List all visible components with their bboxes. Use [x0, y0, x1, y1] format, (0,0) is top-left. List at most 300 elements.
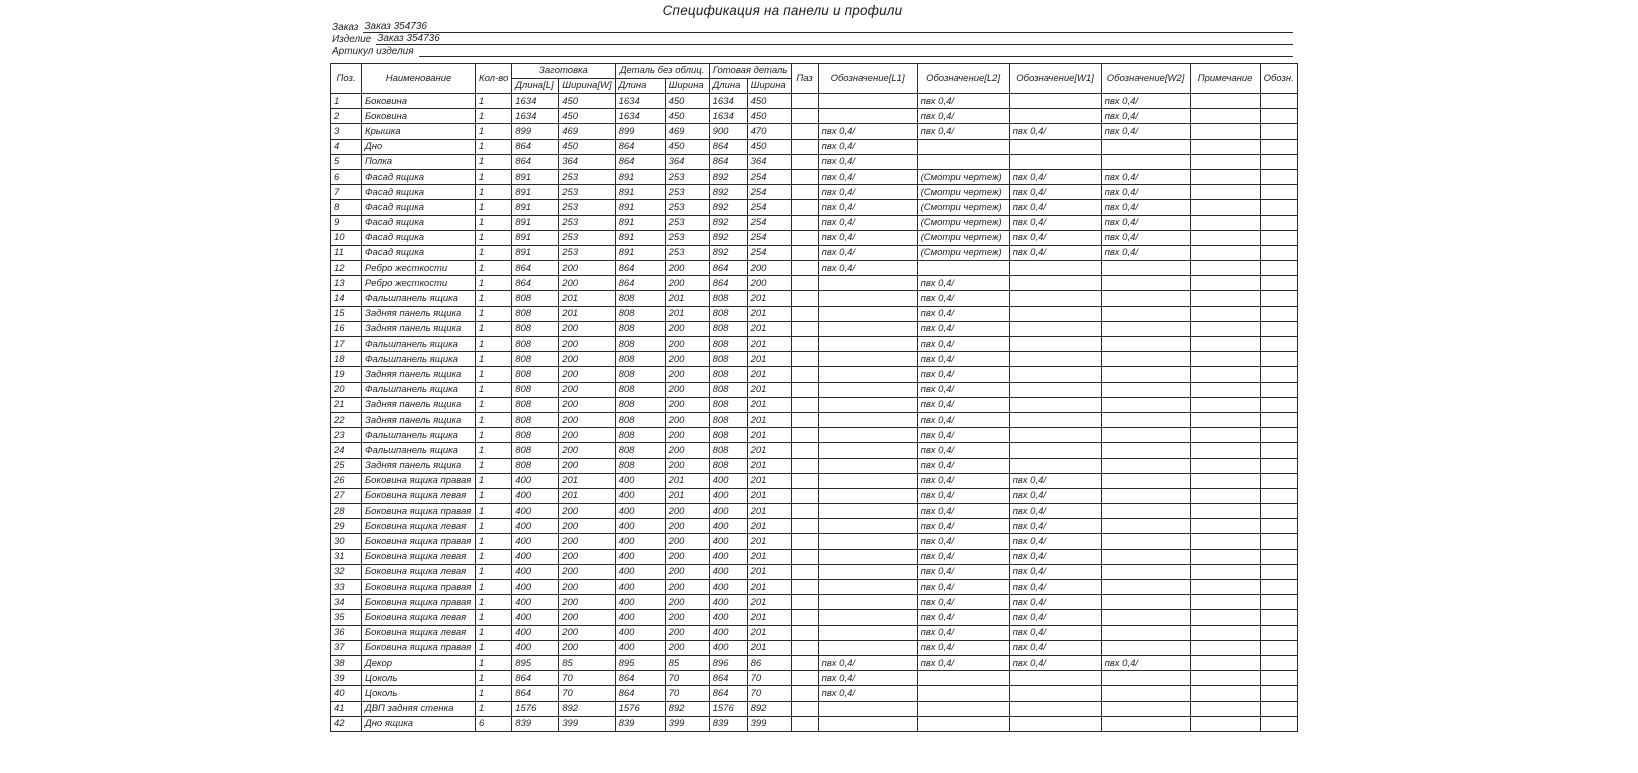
cell-l2: пвх 0,4/ — [917, 549, 1009, 564]
cell-finished-width: 254 — [747, 215, 791, 230]
cell-part-width: 200 — [665, 352, 709, 367]
cell-paz — [791, 640, 818, 655]
cell-designation — [1260, 367, 1297, 382]
cell-w2 — [1101, 580, 1190, 595]
cell-blank-length: 1634 — [512, 109, 559, 124]
cell-name: Боковина ящика правая — [362, 534, 476, 549]
cell-finished-length: 400 — [709, 564, 747, 579]
cell-w1 — [1009, 716, 1101, 731]
cell-finished-width: 892 — [747, 701, 791, 716]
cell-note — [1190, 671, 1260, 686]
cell-finished-length: 864 — [709, 261, 747, 276]
cell-part-width: 253 — [665, 200, 709, 215]
cell-pos: 9 — [331, 215, 362, 230]
cell-paz — [791, 412, 818, 427]
cell-blank-width: 399 — [559, 716, 615, 731]
cell-pos: 16 — [331, 321, 362, 336]
cell-blank-width: 200 — [559, 564, 615, 579]
cell-name: Цоколь — [362, 686, 476, 701]
cell-l2: пвх 0,4/ — [917, 640, 1009, 655]
header-blank-width: Ширина[W] — [559, 79, 615, 94]
cell-designation — [1260, 139, 1297, 154]
cell-finished-width: 201 — [747, 458, 791, 473]
cell-note — [1190, 185, 1260, 200]
cell-l2: (Смотри чертеж) — [917, 200, 1009, 215]
cell-l2: (Смотри чертеж) — [917, 245, 1009, 260]
cell-blank-length: 808 — [512, 428, 559, 443]
cell-part-width: 200 — [665, 321, 709, 336]
cell-part-width: 200 — [665, 625, 709, 640]
cell-designation — [1260, 428, 1297, 443]
cell-name: Фальшпанель ящика — [362, 352, 476, 367]
cell-blank-length: 808 — [512, 382, 559, 397]
cell-note — [1190, 291, 1260, 306]
cell-blank-width: 253 — [559, 230, 615, 245]
cell-part-width: 200 — [665, 367, 709, 382]
cell-pos: 15 — [331, 306, 362, 321]
cell-name: Фальшпанель ящика — [362, 382, 476, 397]
cell-qty: 1 — [476, 504, 512, 519]
table-body — [331, 94, 1298, 732]
cell-qty: 1 — [476, 655, 512, 670]
cell-finished-width: 201 — [747, 473, 791, 488]
cell-w2 — [1101, 610, 1190, 625]
cell-blank-length: 808 — [512, 352, 559, 367]
cell-l1 — [818, 321, 917, 336]
cell-name: Крышка — [362, 124, 476, 139]
order-value: Заказ 354736 — [363, 21, 1293, 33]
cell-l2: (Смотри чертеж) — [917, 185, 1009, 200]
cell-designation — [1260, 109, 1297, 124]
cell-blank-length: 400 — [512, 549, 559, 564]
cell-paz — [791, 276, 818, 291]
cell-l1 — [818, 367, 917, 382]
cell-designation — [1260, 185, 1297, 200]
cell-qty: 1 — [476, 580, 512, 595]
cell-part-width: 469 — [665, 124, 709, 139]
cell-pos: 27 — [331, 488, 362, 503]
cell-w1 — [1009, 306, 1101, 321]
cell-note — [1190, 397, 1260, 412]
cell-blank-width: 201 — [559, 473, 615, 488]
cell-qty: 1 — [476, 473, 512, 488]
table-row — [331, 580, 1298, 595]
cell-note — [1190, 443, 1260, 458]
cell-part-width: 200 — [665, 276, 709, 291]
cell-finished-length: 864 — [709, 671, 747, 686]
cell-part-width: 200 — [665, 428, 709, 443]
cell-l1 — [818, 595, 917, 610]
cell-part-length: 891 — [615, 200, 665, 215]
cell-l1 — [818, 94, 917, 109]
cell-pos: 39 — [331, 671, 362, 686]
cell-l2: пвх 0,4/ — [917, 473, 1009, 488]
cell-blank-length: 400 — [512, 488, 559, 503]
cell-blank-width: 200 — [559, 428, 615, 443]
cell-blank-width: 201 — [559, 488, 615, 503]
cell-designation — [1260, 154, 1297, 169]
cell-finished-width: 201 — [747, 519, 791, 534]
cell-l1: пвх 0,4/ — [818, 261, 917, 276]
cell-w2 — [1101, 139, 1190, 154]
cell-w2: пвх 0,4/ — [1101, 655, 1190, 670]
cell-blank-width: 200 — [559, 276, 615, 291]
cell-note — [1190, 245, 1260, 260]
cell-designation — [1260, 397, 1297, 412]
cell-blank-width: 201 — [559, 306, 615, 321]
cell-part-length: 891 — [615, 230, 665, 245]
header-finished-width: Ширина — [747, 79, 791, 94]
cell-qty: 1 — [476, 610, 512, 625]
cell-pos: 38 — [331, 655, 362, 670]
cell-part-width: 201 — [665, 306, 709, 321]
cell-w2 — [1101, 154, 1190, 169]
cell-name: Фальшпанель ящика — [362, 291, 476, 306]
product-line — [332, 33, 1293, 45]
cell-qty: 1 — [476, 595, 512, 610]
cell-note — [1190, 610, 1260, 625]
cell-w1: пвх 0,4/ — [1009, 640, 1101, 655]
cell-blank-width: 200 — [559, 519, 615, 534]
cell-paz — [791, 686, 818, 701]
cell-part-length: 400 — [615, 534, 665, 549]
table-row — [331, 337, 1298, 352]
cell-blank-width: 253 — [559, 245, 615, 260]
cell-blank-length: 400 — [512, 473, 559, 488]
cell-qty: 1 — [476, 230, 512, 245]
cell-note — [1190, 215, 1260, 230]
cell-pos: 33 — [331, 580, 362, 595]
cell-part-width: 200 — [665, 595, 709, 610]
cell-name: Фальшпанель ящика — [362, 337, 476, 352]
cell-finished-length: 400 — [709, 610, 747, 625]
cell-blank-width: 85 — [559, 655, 615, 670]
cell-finished-length: 864 — [709, 686, 747, 701]
cell-w1: пвх 0,4/ — [1009, 215, 1101, 230]
cell-w1 — [1009, 154, 1101, 169]
table-row — [331, 124, 1298, 139]
cell-w2: пвх 0,4/ — [1101, 124, 1190, 139]
cell-l2: пвх 0,4/ — [917, 276, 1009, 291]
cell-qty: 1 — [476, 701, 512, 716]
table-row — [331, 367, 1298, 382]
cell-w2: пвх 0,4/ — [1101, 94, 1190, 109]
article-value — [419, 56, 1293, 57]
cell-finished-length: 892 — [709, 230, 747, 245]
cell-finished-width: 364 — [747, 154, 791, 169]
cell-pos: 2 — [331, 109, 362, 124]
cell-blank-width: 200 — [559, 352, 615, 367]
cell-blank-length: 808 — [512, 367, 559, 382]
cell-blank-width: 200 — [559, 580, 615, 595]
cell-designation — [1260, 580, 1297, 595]
cell-qty: 1 — [476, 306, 512, 321]
table-row — [331, 595, 1298, 610]
cell-part-length: 400 — [615, 504, 665, 519]
cell-finished-length: 864 — [709, 139, 747, 154]
cell-w2: пвх 0,4/ — [1101, 215, 1190, 230]
cell-pos: 13 — [331, 276, 362, 291]
cell-w2 — [1101, 428, 1190, 443]
cell-l1 — [818, 640, 917, 655]
cell-blank-length: 839 — [512, 716, 559, 731]
header-w2: Обозначение[W2] — [1101, 64, 1190, 94]
cell-pos: 41 — [331, 701, 362, 716]
cell-w1: пвх 0,4/ — [1009, 488, 1101, 503]
cell-blank-width: 200 — [559, 595, 615, 610]
cell-finished-width: 201 — [747, 443, 791, 458]
cell-designation — [1260, 655, 1297, 670]
cell-l2: пвх 0,4/ — [917, 321, 1009, 336]
table-row — [331, 382, 1298, 397]
cell-w2 — [1101, 716, 1190, 731]
cell-paz — [791, 519, 818, 534]
cell-paz — [791, 473, 818, 488]
cell-l2 — [917, 716, 1009, 731]
header-w1: Обозначение[W1] — [1009, 64, 1101, 94]
cell-l1 — [818, 519, 917, 534]
cell-pos: 22 — [331, 412, 362, 427]
cell-qty: 1 — [476, 124, 512, 139]
header-l2: Обозначение[L2] — [917, 64, 1009, 94]
table-row — [331, 276, 1298, 291]
cell-paz — [791, 124, 818, 139]
cell-w2 — [1101, 504, 1190, 519]
cell-finished-width: 201 — [747, 595, 791, 610]
table-row — [331, 94, 1298, 109]
cell-l2 — [917, 671, 1009, 686]
cell-blank-length: 891 — [512, 169, 559, 184]
cell-w1 — [1009, 382, 1101, 397]
cell-finished-width: 70 — [747, 686, 791, 701]
cell-l2: пвх 0,4/ — [917, 306, 1009, 321]
cell-l2: пвх 0,4/ — [917, 534, 1009, 549]
cell-designation — [1260, 671, 1297, 686]
cell-blank-length: 864 — [512, 261, 559, 276]
cell-note — [1190, 367, 1260, 382]
cell-l1 — [818, 276, 917, 291]
cell-name: Боковина ящика левая — [362, 625, 476, 640]
cell-finished-width: 201 — [747, 428, 791, 443]
cell-l1: пвх 0,4/ — [818, 215, 917, 230]
cell-finished-width: 70 — [747, 671, 791, 686]
cell-designation — [1260, 595, 1297, 610]
cell-finished-width: 450 — [747, 139, 791, 154]
table-row — [331, 686, 1298, 701]
cell-note — [1190, 412, 1260, 427]
cell-w1: пвх 0,4/ — [1009, 185, 1101, 200]
cell-qty: 1 — [476, 534, 512, 549]
cell-w2 — [1101, 519, 1190, 534]
cell-w1: пвх 0,4/ — [1009, 230, 1101, 245]
cell-part-width: 450 — [665, 139, 709, 154]
cell-designation — [1260, 124, 1297, 139]
cell-finished-width: 201 — [747, 397, 791, 412]
cell-note — [1190, 534, 1260, 549]
table-row — [331, 610, 1298, 625]
header-part-width: Ширина — [665, 79, 709, 94]
cell-blank-width: 200 — [559, 412, 615, 427]
header-qty: Кол-во — [476, 64, 512, 94]
cell-designation — [1260, 473, 1297, 488]
cell-qty: 1 — [476, 625, 512, 640]
cell-part-width: 201 — [665, 291, 709, 306]
cell-w2 — [1101, 534, 1190, 549]
cell-designation — [1260, 625, 1297, 640]
cell-designation — [1260, 321, 1297, 336]
cell-w2 — [1101, 458, 1190, 473]
cell-l2: пвх 0,4/ — [917, 382, 1009, 397]
cell-w1 — [1009, 139, 1101, 154]
cell-finished-length: 808 — [709, 443, 747, 458]
cell-w2 — [1101, 321, 1190, 336]
cell-designation — [1260, 549, 1297, 564]
cell-finished-length: 1576 — [709, 701, 747, 716]
cell-finished-length: 400 — [709, 640, 747, 655]
cell-pos: 35 — [331, 610, 362, 625]
cell-name: Задняя панель ящика — [362, 321, 476, 336]
cell-pos: 29 — [331, 519, 362, 534]
cell-designation — [1260, 458, 1297, 473]
cell-designation — [1260, 686, 1297, 701]
cell-paz — [791, 458, 818, 473]
cell-w2 — [1101, 337, 1190, 352]
cell-blank-width: 253 — [559, 215, 615, 230]
cell-blank-length: 864 — [512, 139, 559, 154]
cell-part-length: 864 — [615, 671, 665, 686]
cell-part-length: 400 — [615, 595, 665, 610]
cell-finished-length: 400 — [709, 549, 747, 564]
cell-name: Фасад ящика — [362, 169, 476, 184]
cell-paz — [791, 580, 818, 595]
cell-qty: 1 — [476, 215, 512, 230]
cell-qty: 1 — [476, 321, 512, 336]
table-row — [331, 230, 1298, 245]
table-row — [331, 671, 1298, 686]
cell-part-length: 864 — [615, 276, 665, 291]
cell-part-length: 808 — [615, 397, 665, 412]
cell-finished-width: 201 — [747, 412, 791, 427]
table-row — [331, 640, 1298, 655]
table-row — [331, 154, 1298, 169]
cell-w2 — [1101, 595, 1190, 610]
page-title: Спецификация на панели и профили — [662, 3, 903, 18]
cell-paz — [791, 291, 818, 306]
cell-w2: пвх 0,4/ — [1101, 200, 1190, 215]
cell-finished-length: 808 — [709, 458, 747, 473]
cell-l1: пвх 0,4/ — [818, 671, 917, 686]
cell-l2: пвх 0,4/ — [917, 412, 1009, 427]
table-row — [331, 291, 1298, 306]
cell-blank-length: 864 — [512, 154, 559, 169]
cell-qty: 1 — [476, 686, 512, 701]
cell-note — [1190, 428, 1260, 443]
cell-l1 — [818, 534, 917, 549]
cell-part-width: 253 — [665, 215, 709, 230]
cell-paz — [791, 397, 818, 412]
cell-part-width: 200 — [665, 610, 709, 625]
cell-designation — [1260, 534, 1297, 549]
cell-qty: 1 — [476, 519, 512, 534]
cell-paz — [791, 716, 818, 731]
cell-qty: 1 — [476, 169, 512, 184]
cell-qty: 1 — [476, 382, 512, 397]
cell-l1 — [818, 291, 917, 306]
cell-qty: 1 — [476, 291, 512, 306]
cell-finished-width: 201 — [747, 367, 791, 382]
cell-finished-width: 201 — [747, 625, 791, 640]
cell-name: Дно ящика — [362, 716, 476, 731]
cell-designation — [1260, 306, 1297, 321]
cell-name: Боковина ящика левая — [362, 488, 476, 503]
cell-name: Боковина — [362, 94, 476, 109]
cell-blank-length: 808 — [512, 291, 559, 306]
cell-paz — [791, 443, 818, 458]
cell-note — [1190, 94, 1260, 109]
cell-w2 — [1101, 686, 1190, 701]
cell-w2 — [1101, 549, 1190, 564]
cell-part-width: 200 — [665, 443, 709, 458]
cell-note — [1190, 321, 1260, 336]
cell-part-length: 808 — [615, 367, 665, 382]
cell-designation — [1260, 412, 1297, 427]
cell-part-length: 891 — [615, 169, 665, 184]
cell-pos: 28 — [331, 504, 362, 519]
cell-finished-length: 896 — [709, 655, 747, 670]
cell-part-length: 808 — [615, 306, 665, 321]
cell-part-width: 85 — [665, 655, 709, 670]
table-row — [331, 473, 1298, 488]
cell-pos: 24 — [331, 443, 362, 458]
cell-note — [1190, 625, 1260, 640]
cell-finished-length: 400 — [709, 534, 747, 549]
cell-designation — [1260, 640, 1297, 655]
cell-blank-length: 400 — [512, 564, 559, 579]
cell-part-length: 864 — [615, 261, 665, 276]
cell-blank-width: 200 — [559, 458, 615, 473]
cell-l1 — [818, 412, 917, 427]
table-row — [331, 169, 1298, 184]
cell-designation — [1260, 94, 1297, 109]
table-row — [331, 716, 1298, 731]
cell-blank-length: 891 — [512, 185, 559, 200]
cell-w2 — [1101, 412, 1190, 427]
header-part-length: Длина — [615, 79, 665, 94]
cell-w2: пвх 0,4/ — [1101, 245, 1190, 260]
cell-designation — [1260, 337, 1297, 352]
cell-designation — [1260, 276, 1297, 291]
cell-name: Задняя панель ящика — [362, 306, 476, 321]
cell-name: Задняя панель ящика — [362, 458, 476, 473]
cell-paz — [791, 701, 818, 716]
cell-l1 — [818, 306, 917, 321]
cell-qty: 1 — [476, 261, 512, 276]
cell-name: Задняя панель ящика — [362, 412, 476, 427]
cell-pos: 19 — [331, 367, 362, 382]
table-row — [331, 701, 1298, 716]
cell-pos: 37 — [331, 640, 362, 655]
cell-l1 — [818, 428, 917, 443]
cell-qty: 1 — [476, 94, 512, 109]
cell-finished-length: 400 — [709, 595, 747, 610]
cell-pos: 3 — [331, 124, 362, 139]
cell-part-length: 891 — [615, 245, 665, 260]
cell-w1: пвх 0,4/ — [1009, 519, 1101, 534]
cell-finished-width: 200 — [747, 276, 791, 291]
cell-part-width: 200 — [665, 504, 709, 519]
cell-paz — [791, 534, 818, 549]
cell-part-width: 364 — [665, 154, 709, 169]
